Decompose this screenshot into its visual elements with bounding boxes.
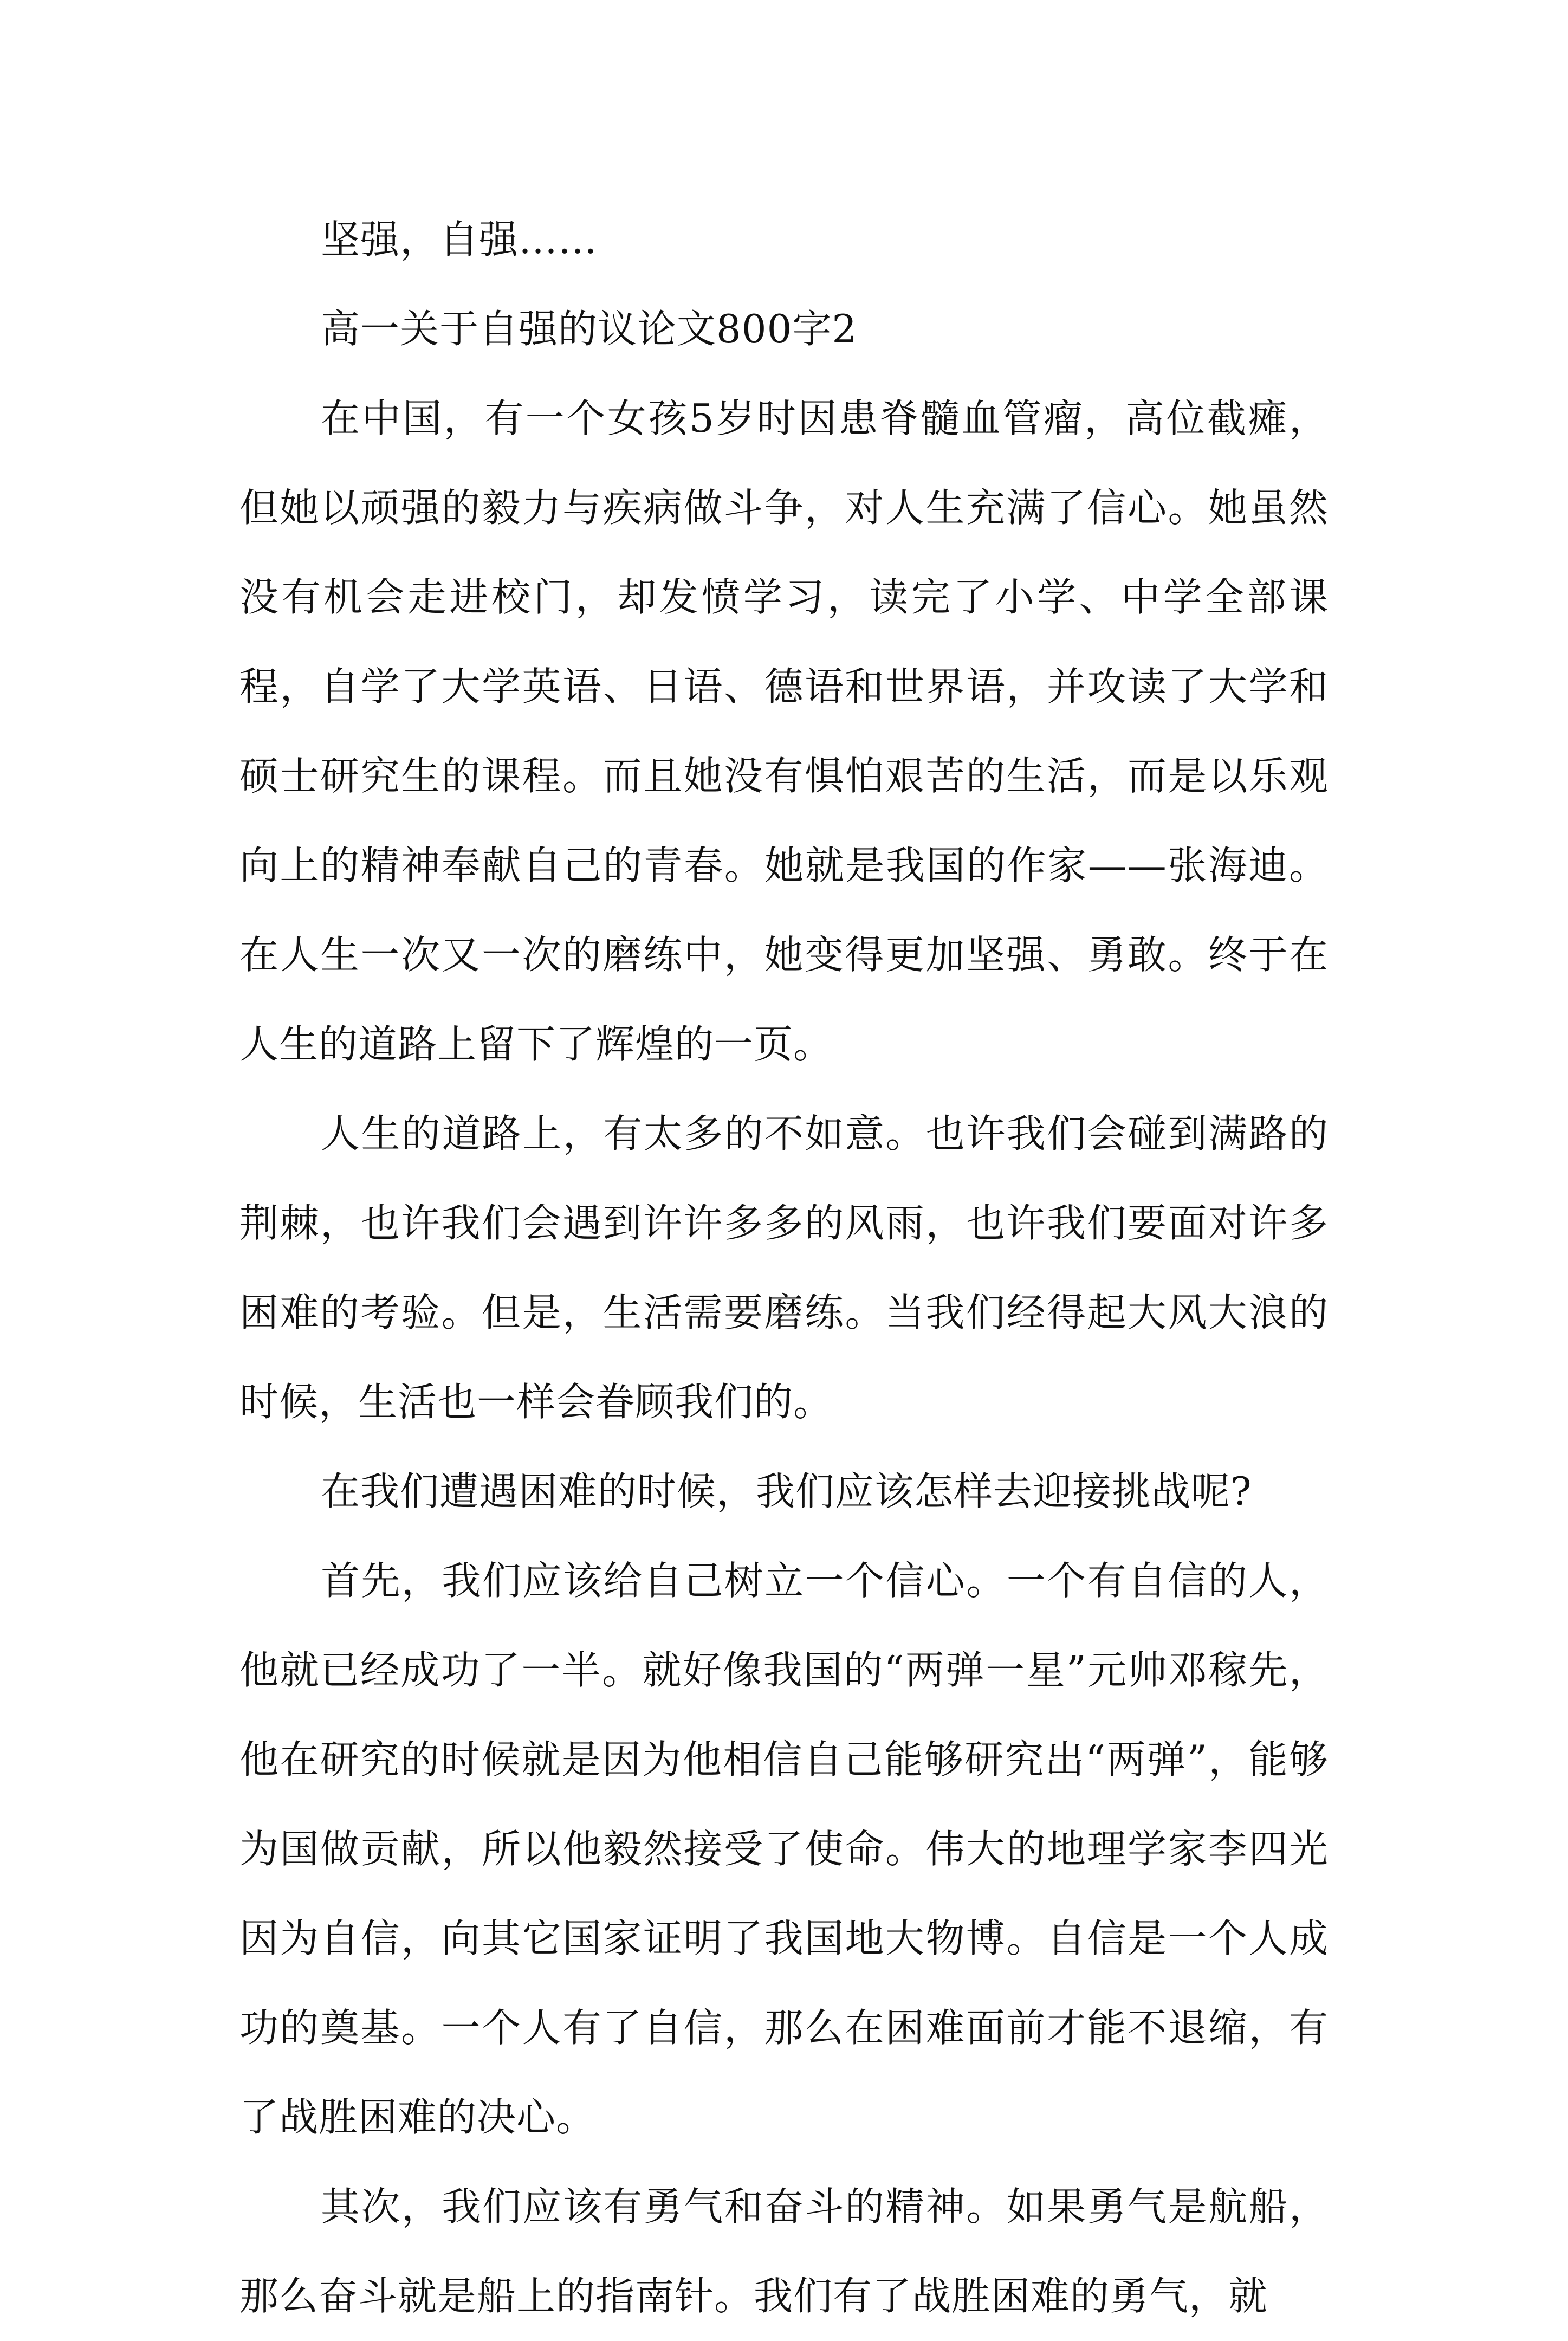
essay-heading: 高一关于自强的议论文800字2 bbox=[321, 306, 858, 352]
paragraph-confidence: 首先，我们应该给自己树立一个信心。一个有自信的人，他就已经成功了一半。就好像我国的“两弹一星”元帅邓稼先，他在研究的时候就是因为他相信自己能够研究出“两弹”，能够为国做贡献，所以他毅然接受了使命。伟大的地理学家李四光因为自信，向其它国家证明了我国地大物博。自信是一个人成功的奠基。一个人有了自信，那么在困难面前才能不退缩，有了战胜困难的决心。 bbox=[239, 1558, 1329, 2140]
document-body bbox=[239, 195, 1329, 2341]
paragraph-life-road: 人生的道路上，有太多的不如意。也许我们会碰到满路的荆棘，也许我们会遇到许许多多的风雨，也许我们要面对许多困难的考验。但是，生活需要磨练。当我们经得起大风大浪的时候，生活也一样会眷顾我们的。 bbox=[239, 1111, 1329, 1425]
paragraph-zhang-haidi: 在中国，有一个女孩5岁时因患脊髓血管瘤，高位截瘫，但她以顽强的毅力与疾病做斗争，对人生充满了信心。她虽然没有机会走进校门，却发愤学习，读完了小学、中学全部课程，自学了大学英语、日语、德语和世界语，并攻读了大学和硕士研究生的课程。而且她没有惧怕艰苦的生活，而是以乐观向上的精神奉献自己的青春。她就是我国的作家——张海迪。在人生一次又一次的磨练中，她变得更加坚强、勇敢。终于在人生的道路上留下了辉煌的一页。 bbox=[239, 396, 1329, 1067]
paragraph-closing-line: 坚强，自强…… bbox=[321, 217, 598, 262]
paragraph-question: 在我们遭遇困难的时候，我们应该怎样去迎接挑战呢? bbox=[321, 1469, 1252, 1514]
paragraph-courage: 其次，我们应该有勇气和奋斗的精神。如果勇气是航船，那么奋斗就是船上的指南针。我们有了战胜困难的勇气，就 bbox=[239, 2184, 1329, 2319]
